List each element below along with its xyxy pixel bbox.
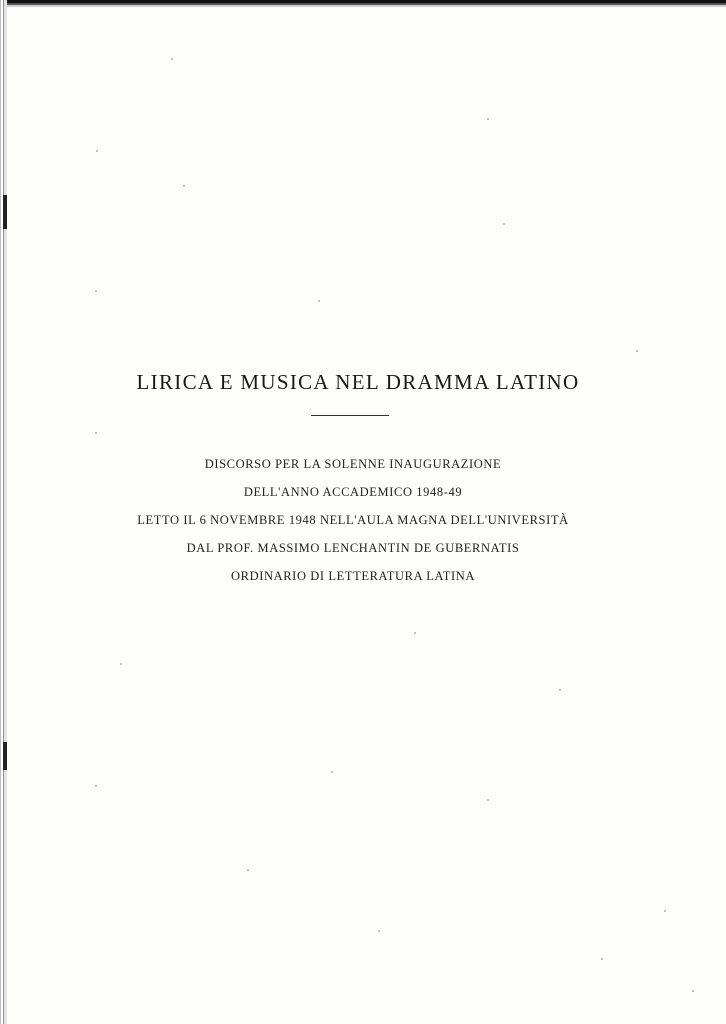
scan-top-edge [0, 0, 726, 7]
scan-speck [171, 58, 173, 60]
scan-speck [120, 663, 122, 665]
subtitle-line: DAL PROF. MASSIMO LENCHANTIN DE GUBERNATIS [186, 541, 520, 555]
binding-mark [3, 742, 7, 770]
subtitle-line: ORDINARIO DI LETTERATURA LATINA [231, 569, 475, 583]
scan-speck [247, 869, 249, 871]
title-divider [311, 415, 389, 416]
scan-speck [318, 300, 320, 302]
scan-speck [487, 799, 489, 801]
scan-speck [636, 350, 638, 352]
document-title: LIRICA E MUSICA NEL DRAMMA LATINO [136, 370, 580, 394]
scan-speck [96, 150, 98, 152]
scan-speck [487, 118, 489, 120]
subtitle-line: DISCORSO PER LA SOLENNE INAUGURAZIONE [204, 457, 502, 471]
scan-speck [95, 785, 97, 787]
scan-speck [503, 223, 505, 225]
scan-speck [414, 632, 416, 634]
subtitle-line: DELL'ANNO ACCADEMICO 1948-49 [243, 485, 463, 499]
scan-speck [331, 771, 333, 773]
scan-speck [95, 290, 97, 292]
scan-speck [95, 432, 97, 434]
scan-speck [559, 689, 561, 691]
scan-speck [378, 930, 380, 932]
scan-speck [601, 958, 603, 960]
scan-speck [664, 910, 666, 912]
scan-speck [692, 990, 694, 992]
subtitle-line: LETTO IL 6 NOVEMBRE 1948 NELL'AULA MAGNA DELL'UNIVERSITÀ [137, 513, 569, 527]
scan-speck [183, 185, 185, 187]
scan-left-edge [0, 0, 7, 1024]
binding-mark [3, 195, 7, 229]
